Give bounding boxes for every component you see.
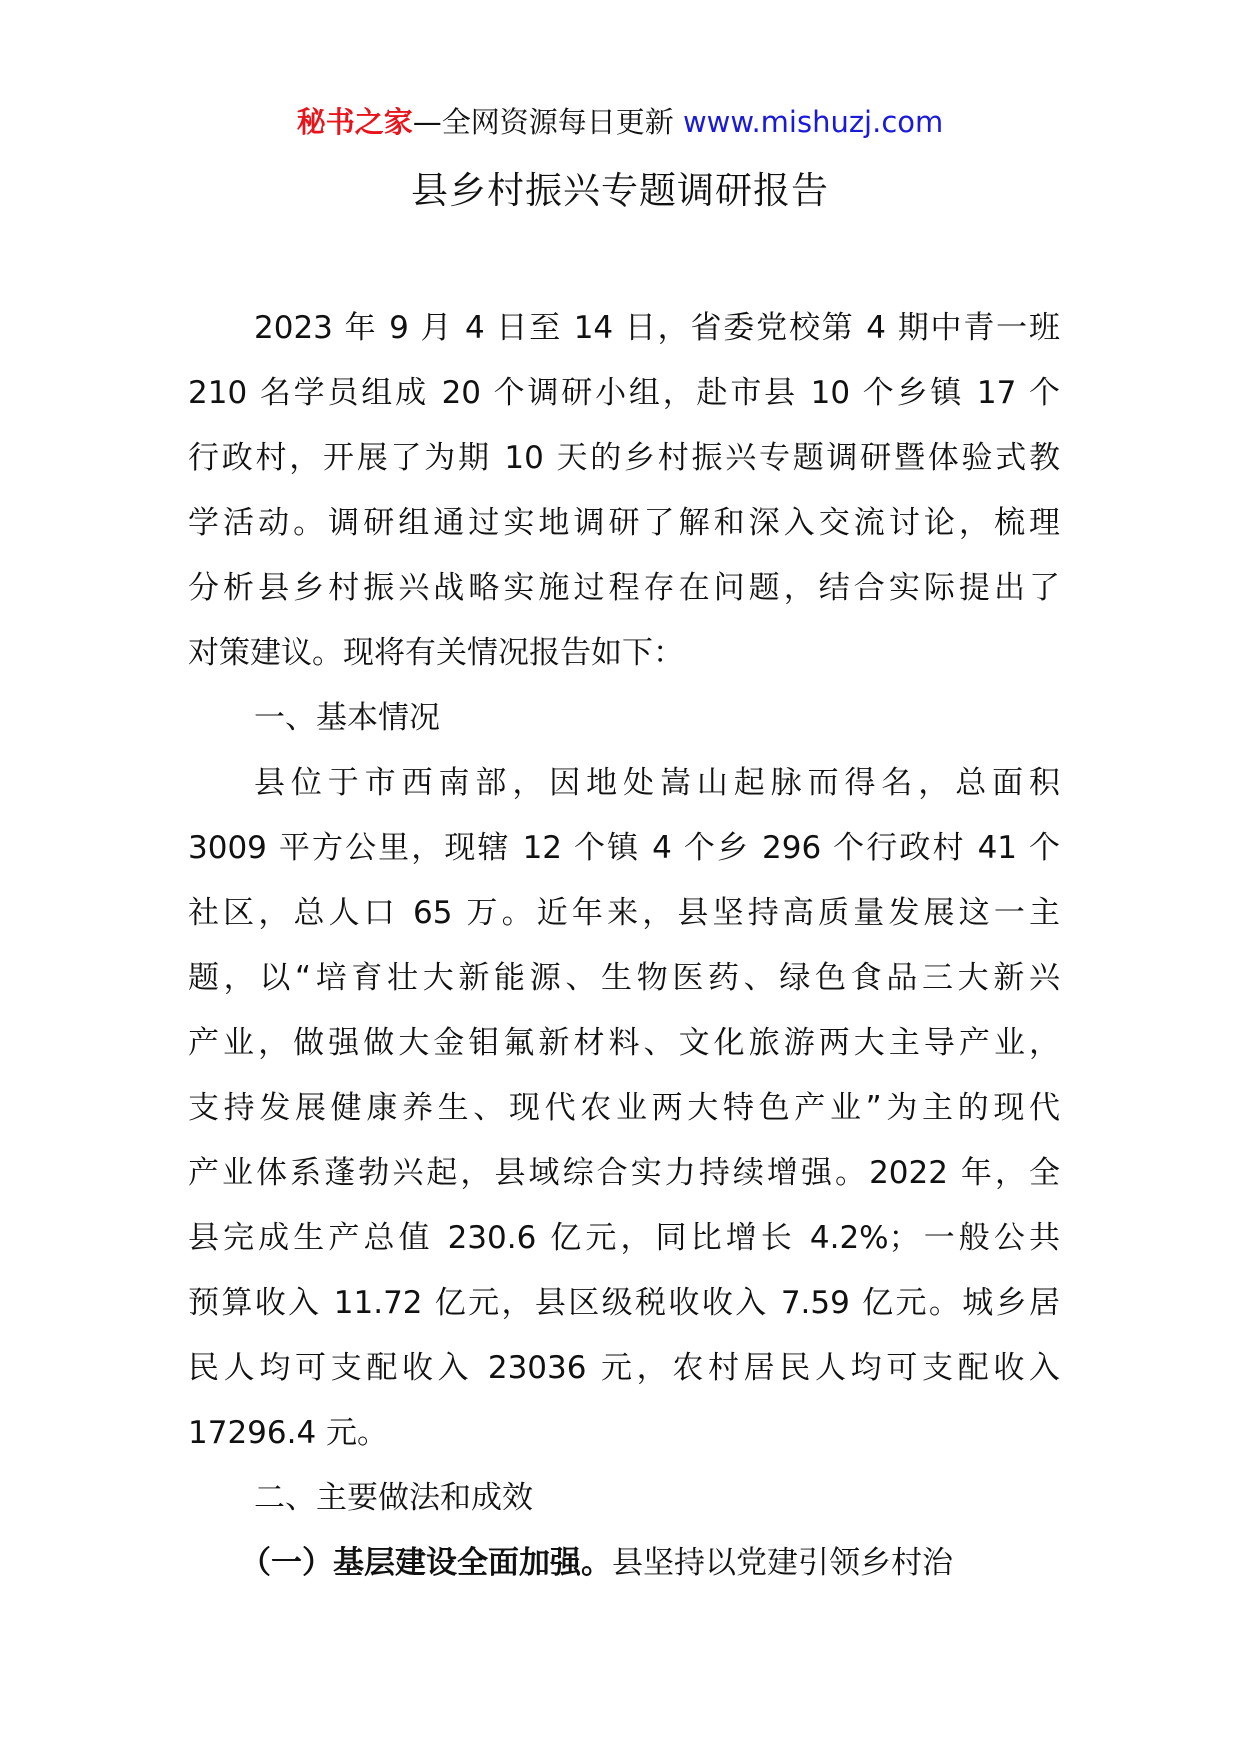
site-url-link[interactable]: www.mishuzj.com (682, 105, 944, 139)
paragraph-line: 县位于市西南部，因地处嵩山起脉而得名，总面积 (254, 765, 1060, 801)
paragraph-line: 分析县乡村振兴战略实施过程存在问题，结合实际提出了 (188, 570, 1060, 606)
paragraph-line: 预算收入 11.72 亿元，县区级税收收入 7.59 亿元。城乡居 (188, 1285, 1060, 1321)
paragraph-line: 2023 年 9 月 4 日至 14 日，省委党校第 4 期中青一班 (254, 310, 1060, 346)
subsection-heading: （一）基层建设全面加强。 (240, 1545, 612, 1581)
paragraph-line: 民人均可支配收入 23036 元，农村居民人均可支配收入 (188, 1350, 1060, 1386)
document-title: 县乡村振兴专题调研报告 (411, 169, 829, 212)
paragraph-line: 对策建议。现将有关情况报告如下： (188, 635, 684, 671)
paragraph-line: 行政村，开展了为期 10 天的乡村振兴专题调研暨体验式教 (188, 440, 1060, 476)
paragraph-line: 产业体系蓬勃兴起，县域综合实力持续增强。2022 年，全 (188, 1155, 1060, 1191)
paragraph-line: 产业，做强做大金钼氟新材料、文化旅游两大主导产业， (188, 1025, 1060, 1061)
paragraph-line: 题，以“培育壮大新能源、生物医药、绿色食品三大新兴 (188, 960, 1060, 996)
header-tagline: —全网资源每日更新 (412, 105, 683, 139)
site-header (0, 102, 1240, 142)
section-heading: 一、基本情况 (254, 700, 440, 736)
brand-name: 秘书之家 (296, 105, 413, 139)
paragraph-line: 210 名学员组成 20 个调研小组，赴市县 10 个乡镇 17 个 (188, 375, 1060, 411)
paragraph-line: 县完成生产总值 230.6 亿元，同比增长 4.2%；一般公共 (188, 1220, 1060, 1256)
section-heading: 二、主要做法和成效 (254, 1480, 533, 1516)
paragraph-line: 支持发展健康养生、现代农业两大特色产业”为主的现代 (188, 1090, 1060, 1126)
document-body (188, 296, 1060, 1596)
paragraph-line: 3009 平方公里，现辖 12 个镇 4 个乡 296 个行政村 41 个 (188, 830, 1060, 866)
subsection-line (188, 1531, 1060, 1596)
paragraph-line: 学活动。调研组通过实地调研了解和深入交流讨论，梳理 (188, 505, 1060, 541)
paragraph-line: 社区，总人口 65 万。近年来，县坚持高质量发展这一主 (188, 895, 1060, 931)
subsection-text: 县坚持以党建引领乡村治 (612, 1545, 953, 1581)
paragraph-line: 17296.4 元。 (188, 1415, 389, 1451)
